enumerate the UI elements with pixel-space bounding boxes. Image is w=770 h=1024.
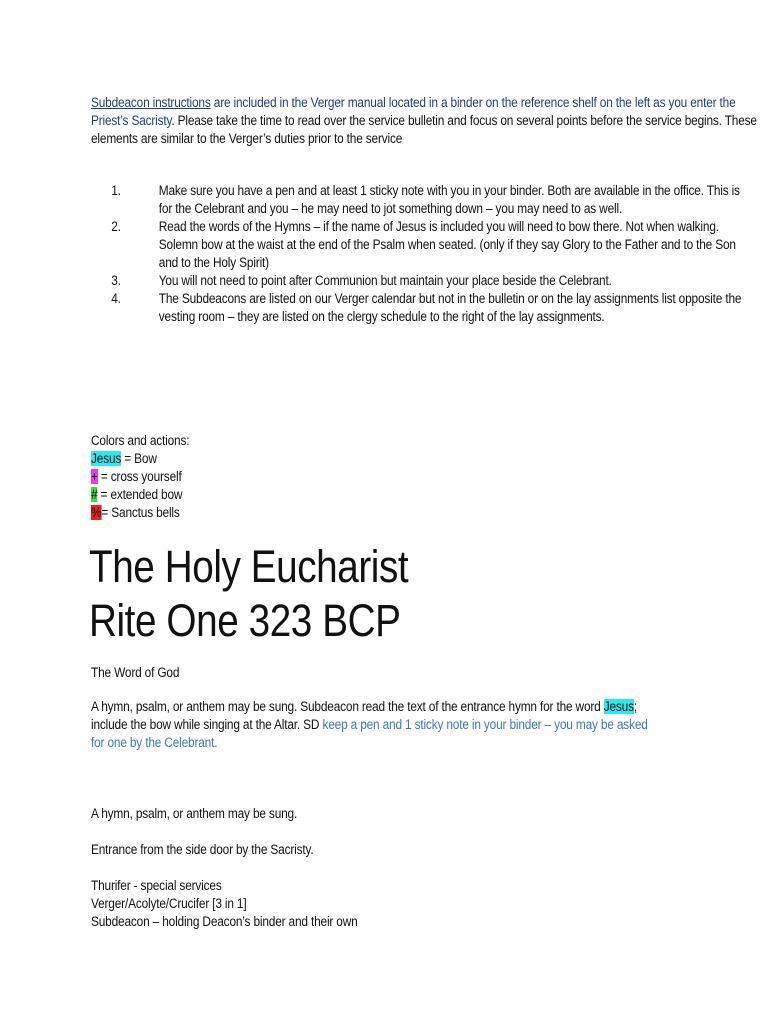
entrance-paragraph: Entrance from the side door by the Sacristy. [91, 842, 314, 857]
title-line-1: The Holy Eucharist [89, 541, 409, 592]
list-item [91, 182, 751, 218]
legend-symbol: # [91, 487, 98, 502]
intro-blue-text: are included in the Verger manual located in a binder on the reference shelf on the left as you enter the Priest’s Sacristy [91, 95, 736, 128]
page-title [89, 540, 408, 648]
title-line-2: Rite One 323 BCP [89, 595, 401, 646]
list-text: You will not need to point after Communion but maintain your place beside the Celebrant. [158, 273, 612, 288]
intro-black-text: . Please take the time to read over the service bulletin and focus on several points before the service begins. These elements are similar to the Verger’s duties prior to the service [91, 113, 757, 146]
legend-heading: Colors and actions: [91, 433, 190, 448]
jesus-highlight: Jesus [603, 699, 634, 714]
list-item [91, 272, 751, 290]
hymn-paragraph-2: A hymn, psalm, or anthem may be sung. [91, 806, 298, 821]
intro-paragraph [91, 94, 760, 148]
legend-action: = cross yourself [97, 469, 182, 484]
legend-item-cross [91, 468, 681, 486]
list-number: 3. [111, 273, 121, 288]
list-text: Read the words of the Hymns – if the name of Jesus is included you will need to bow there. Not when walking. Solemn bow at the waist at the end of the Psalm when seated. (only if they say Glory to the Father and to the Son and to the Holy Spirit) [158, 219, 736, 270]
procession-item-subdeacon: Subdeacon – holding Deacon’s binder and their own [91, 914, 358, 929]
sd-note-blue: keep a pen and 1 sticky note in your binder – you may be asked for one by the Celebrant [91, 717, 648, 750]
procession-list [91, 877, 681, 931]
color-legend [91, 432, 681, 522]
section-heading-word-of-god: The Word of God [91, 665, 180, 680]
legend-item-extended-bow [91, 486, 681, 504]
hymn-text: A hymn, psalm, or anthem may be sung. Subdeacon read the text of the entrance hymn for the word [91, 699, 604, 714]
legend-action: = extended bow [97, 487, 183, 502]
instruction-list [91, 182, 751, 326]
subdeacon-instructions-link[interactable]: Subdeacon instructions [91, 95, 211, 110]
legend-action: = Bow [121, 451, 157, 466]
list-number: 2. [111, 219, 121, 234]
sd-note-end: . [214, 735, 218, 750]
list-text: The Subdeacons are listed on our Verger calendar but not in the bulletin or on the lay assignments list opposite the vesting room – they are listed on the clergy schedule to the right of the lay assignments. [158, 291, 742, 324]
hymn-paragraph [91, 698, 654, 752]
procession-item-verger: Verger/Acolyte/Crucifer [3 in 1] [91, 896, 247, 911]
list-text: Make sure you have a pen and at least 1 sticky note with you in your binder. Both are available in the office. This is for the Celebrant and you – he may need to jot something down – you may need to as well. [158, 183, 740, 216]
list-number: 1. [111, 183, 121, 198]
legend-symbol: + [91, 469, 98, 484]
list-item [91, 290, 751, 326]
legend-action: = Sanctus bells [101, 505, 180, 520]
legend-item-sanctus-bells [91, 504, 681, 522]
hymn-text-after: ; include the bow while singing at the Altar. SD [91, 699, 638, 732]
legend-item-jesus [91, 450, 681, 468]
list-item [91, 218, 751, 272]
list-number: 4. [111, 291, 121, 306]
legend-symbol: % [91, 505, 102, 520]
procession-item-thurifer: Thurifer - special services [91, 878, 222, 893]
legend-symbol: Jesus [91, 451, 122, 466]
